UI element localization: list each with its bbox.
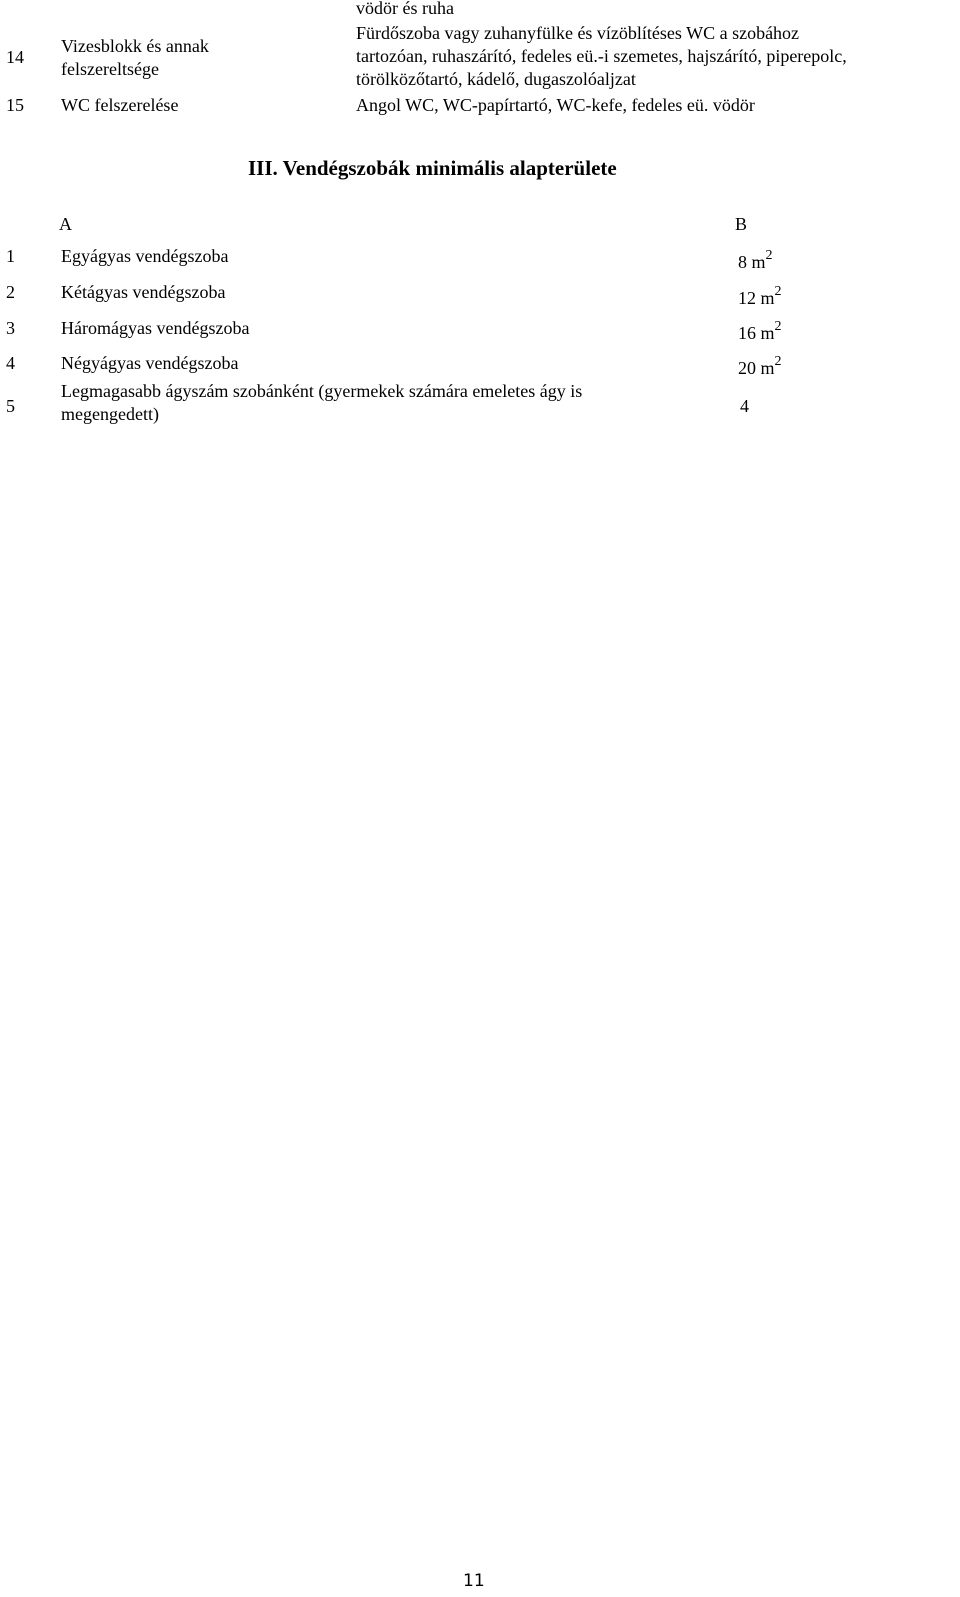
value-text: 12 m	[738, 288, 775, 308]
section-title: III. Vendégszobák minimális alapterülete	[248, 156, 617, 180]
carry-over-text: vödör és ruha	[356, 0, 454, 18]
row-description-line: Fürdőszoba vagy zuhanyfülke és vízöblítéses WC a szobához	[356, 23, 800, 43]
value-text: 20 m	[738, 358, 775, 378]
row-number: 4	[6, 353, 15, 373]
row-number: 1	[6, 246, 15, 266]
row-number: 14	[6, 47, 24, 67]
value-text: 16 m	[738, 323, 775, 343]
row-label: Egyágyas vendégszoba	[61, 246, 229, 266]
row-description-line: tartozóan, ruhaszárító, fedeles eü.-i szemetes, hajszárító, piperepolc,	[356, 46, 847, 66]
row-number: 5	[6, 396, 15, 416]
row-label: Háromágyas vendégszoba	[61, 318, 250, 338]
row-number: 15	[6, 95, 24, 115]
value-superscript: 2	[774, 284, 782, 299]
row-label-line: felszereltsége	[61, 59, 159, 79]
row-description-line: Angol WC, WC-papírtartó, WC-kefe, fedeles eü. vödör	[356, 95, 755, 115]
row-value: 4	[740, 396, 749, 416]
row-number: 3	[6, 318, 15, 338]
value-superscript: 2	[774, 354, 782, 369]
row-value	[738, 248, 773, 275]
page-number: 11	[463, 1571, 485, 1591]
row-label-line: WC felszerelése	[61, 95, 179, 115]
row-label-line: Vizesblokk és annak	[61, 36, 209, 56]
row-label: Kétágyas vendégszoba	[61, 282, 226, 302]
row-value	[738, 354, 782, 381]
column-header-a: A	[59, 214, 72, 234]
row-value	[738, 284, 782, 311]
row-value	[738, 319, 782, 346]
value-superscript: 2	[774, 319, 782, 334]
value-superscript: 2	[765, 248, 773, 263]
row-description-line: törölközőtartó, kádelő, dugaszolóaljzat	[356, 69, 636, 89]
row-label-line: Legmagasabb ágyszám szobánként (gyermekek számára emeletes ágy is	[61, 381, 583, 401]
column-header-b: B	[735, 214, 748, 234]
value-text: 8 m	[738, 252, 766, 272]
row-label-line: megengedett)	[61, 404, 159, 424]
row-number: 2	[6, 282, 15, 302]
row-label: Négyágyas vendégszoba	[61, 353, 239, 373]
